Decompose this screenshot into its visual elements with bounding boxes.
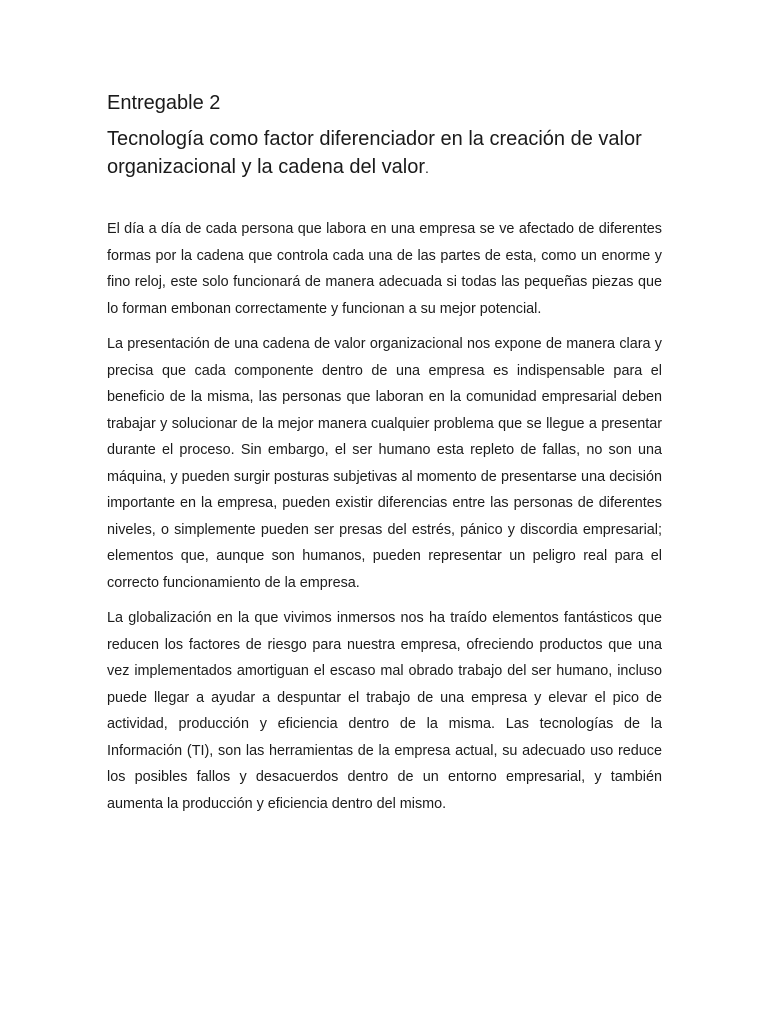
- document-label: Entregable 2: [107, 92, 221, 114]
- paragraph: El día a día de cada persona que labora en una empresa se ve afectado de diferentes formas por la cadena que controla cada una de las partes de esta, como un enorme y fino reloj, este solo funcionará de manera adecuada si todas las pequeñas piezas que lo forman embonan correctamente y funcionan a su mejor potencial.: [107, 221, 662, 317]
- paragraph: La presentación de una cadena de valor organizacional nos expone de manera clara y precisa que cada componente dentro de una empresa es indispensable para el beneficio de la misma, las personas que laboran en la comunidad empresarial deben trabajar y solucionar de la mejor manera cualquier problema que se llegue a presentar durante el proceso. Sin embargo, el ser humano esta repleto de fallas, no son una máquina, y pueden surgir posturas subjetivas al momento de presentarse una decisión importante en la empresa, pueden existir diferencias entre las personas de diferentes niveles, o simplemente pueden ser presas del estrés, pánico y discordia empresarial; elementos que, aunque son humanos, pueden representar un peligro real para el correcto funcionamiento de la empresa.: [107, 336, 662, 591]
- document-title-text: Tecnología como factor diferenciador en la creación de valor organizacional y la cadena del valor: [107, 128, 642, 178]
- document-content: [107, 89, 662, 826]
- document-title: [107, 125, 662, 182]
- document-title-period: .: [424, 160, 429, 176]
- paragraph: La globalización en la que vivimos inmersos nos ha traído elementos fantásticos que reducen los factores de riesgo para nuestra empresa, ofreciendo productos que una vez implementados amortiguan el escaso mal obrado trabajo del ser humano, incluso puede llegar a ayudar a despuntar el trabajo de una empresa y elevar el pico de actividad, producción y eficiencia dentro de la misma. Las tecnologías de la Información (TI), son las herramientas de la empresa actual, su adecuado uso reduce los posibles fallos y desacuerdos dentro de un entorno empresarial, y también aumenta la producción y eficiencia dentro del mismo.: [107, 610, 662, 812]
- document-body: [107, 216, 662, 817]
